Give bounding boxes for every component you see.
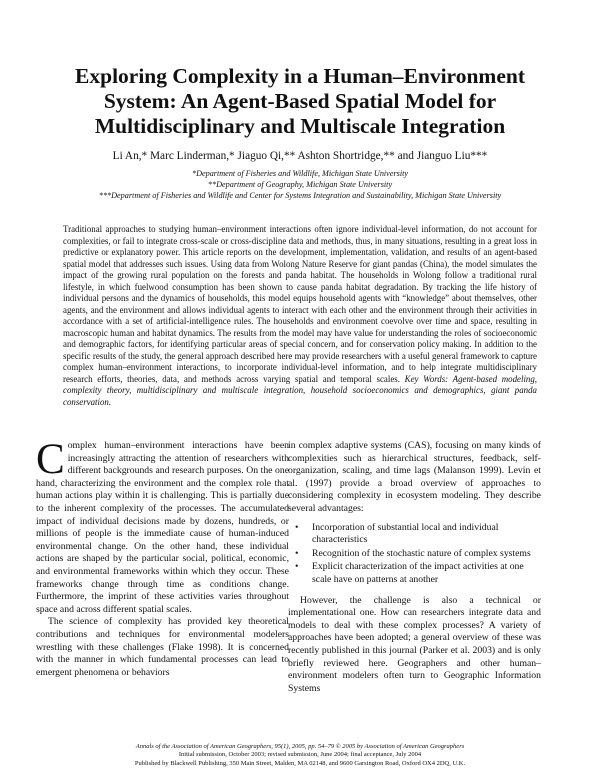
list-item: • Incorporation of substantial local and individual characteristics bbox=[288, 522, 541, 547]
footer-submission-dates: Initial submission, October 2003; revised submission, June 2004; final acceptance, July 2004 bbox=[178, 751, 422, 759]
title-line-1: Exploring Complexity in a Human–Environment bbox=[75, 64, 525, 88]
article-title bbox=[20, 64, 580, 139]
advantages-list bbox=[288, 522, 541, 587]
list-item: • Recognition of the stochastic nature of complex systems bbox=[288, 548, 541, 561]
body-paragraph: However, the challenge is also a technical or implementational one. How can researchers integrate data and models to deal with these complex processes? A variety of approaches have been adopted; a general overview of these was recently published in this journal (Parker et al. 2003) and is only briefly reviewed here. Geographers and other human–environment modelers often turn to Geographic Information Systems bbox=[288, 594, 541, 694]
title-line-2: System: An Agent-Based Spatial Model for bbox=[103, 89, 497, 113]
intro-text: omplex human–environment interactions have been increasingly attracting the attention of researchers with different backgrounds and research purposes. On the one hand, characterizing the environment and the complex role that human actions play within it is challenging. This is partially due to the inherent complexity of the processes. The accumulated impact of individual decisions made by dozens, hundreds, or millions of people is the immediate cause of human-induced environmental change. On the other hand, these individual actions are shaped by the particular social, political, economic, and environmental frameworks within which they occur. These frameworks change through time as conditions change. Furthermore, the imprint of these activities varies throughout space and across different spatial scales. bbox=[36, 440, 289, 615]
body-paragraph: in complex adaptive systems (CAS), focusing on many kinds of complexities such as hierarchical structures, feedback, self-organization, scaling, and time lags (Malanson 1999). Levin et al. (1997) provide a broad overview of approaches to considering complexity in ecosystem modeling. They describe several advantages: bbox=[288, 440, 541, 514]
drop-cap: C bbox=[36, 436, 65, 483]
abstract-text: Traditional approaches to studying human–environment interactions often ignore individual-level information, do not account for complexities, or fail to integrate cross-scale or cross-discipline data and methods, thus, in many situations, resulting in a great loss in predictive or explanatory power. This article reports on the development, implementation, validation, and results of an agent-based spatial model that addresses such issues. Using data from Wolong Nature Reserve for giant pandas (China), the model simulates the impact of the growing rural population on the forests and panda habitat. The households in Wolong follow a traditional rural lifestyle, in which fuelwood consumption has been shown to cause panda habitat degradation. By tracking the life history of individual persons and the dynamics of households, this model equips household agents with “knowledge” about themselves, other agents, and the environment and allows individual agents to interact with each other and the environment through their activities in accordance with a set of artificial-intelligence rules. The households and environment coevolve over time and space, resulting in macroscopic human and habitat dynamics. The results from the model may have value for understanding the roles of socioeconomic and demographic factors, for identifying particular areas of special concern, and for conservation policy making. In addition to the specific results of the study, the general approach described here may provide researchers with a useful general framework to capture complex human–environment interactions, to incorporate individual-level information, and to help integrate multidisciplinary research efforts, theories, data, and methods across varying spatial and temporal scales. bbox=[63, 224, 537, 384]
body-paragraph: The science of complexity has provided key theoretical contributions and techniques for environmental modelers wrestling with these challenges (Flake 1998). It is concerned with the manner in which fundamental processes can lead to emergent phenomena or behaviors bbox=[36, 616, 289, 678]
list-item: • Explicit characterization of the impact activities at one scale have on patterns at another bbox=[288, 561, 541, 586]
author-list: Li An,* Marc Linderman,* Jiaguo Qi,** Ashton Shortridge,** and Jianguo Liu*** bbox=[112, 150, 488, 162]
publication-footer bbox=[0, 743, 600, 768]
key-words: Key Words: Agent-based modeling, complexity theory, multidisciplinary and multiscale integration, household socioeconomics and demographics, giant panda conservation. bbox=[63, 373, 537, 407]
intro-paragraph bbox=[36, 436, 289, 616]
affiliation-1: *Department of Fisheries and Wildlife, Michigan State University bbox=[191, 169, 409, 178]
affiliations bbox=[0, 168, 600, 201]
footer-publisher: Published by Blackwell Publishing, 350 Main Street, Malden, MA 02148, and 9600 Garsington Road, Oxford OX4 2DQ, U.K. bbox=[134, 759, 466, 767]
body-column-right bbox=[288, 440, 541, 695]
affiliation-3: ***Department of Fisheries and Wildlife and Center for Systems Integration and Sustainability, Michigan State University bbox=[98, 191, 502, 200]
body-column-left bbox=[36, 436, 289, 679]
abstract bbox=[63, 224, 537, 408]
title-line-3: Multidisciplinary and Multiscale Integration bbox=[94, 114, 506, 138]
affiliation-2: **Department of Geography, Michigan State University bbox=[207, 180, 393, 189]
footer-citation: Annals of the Association of American Geographers, 95(1), 2005, pp. 54–79 © 2005 by Association of American Geographers bbox=[135, 743, 465, 750]
